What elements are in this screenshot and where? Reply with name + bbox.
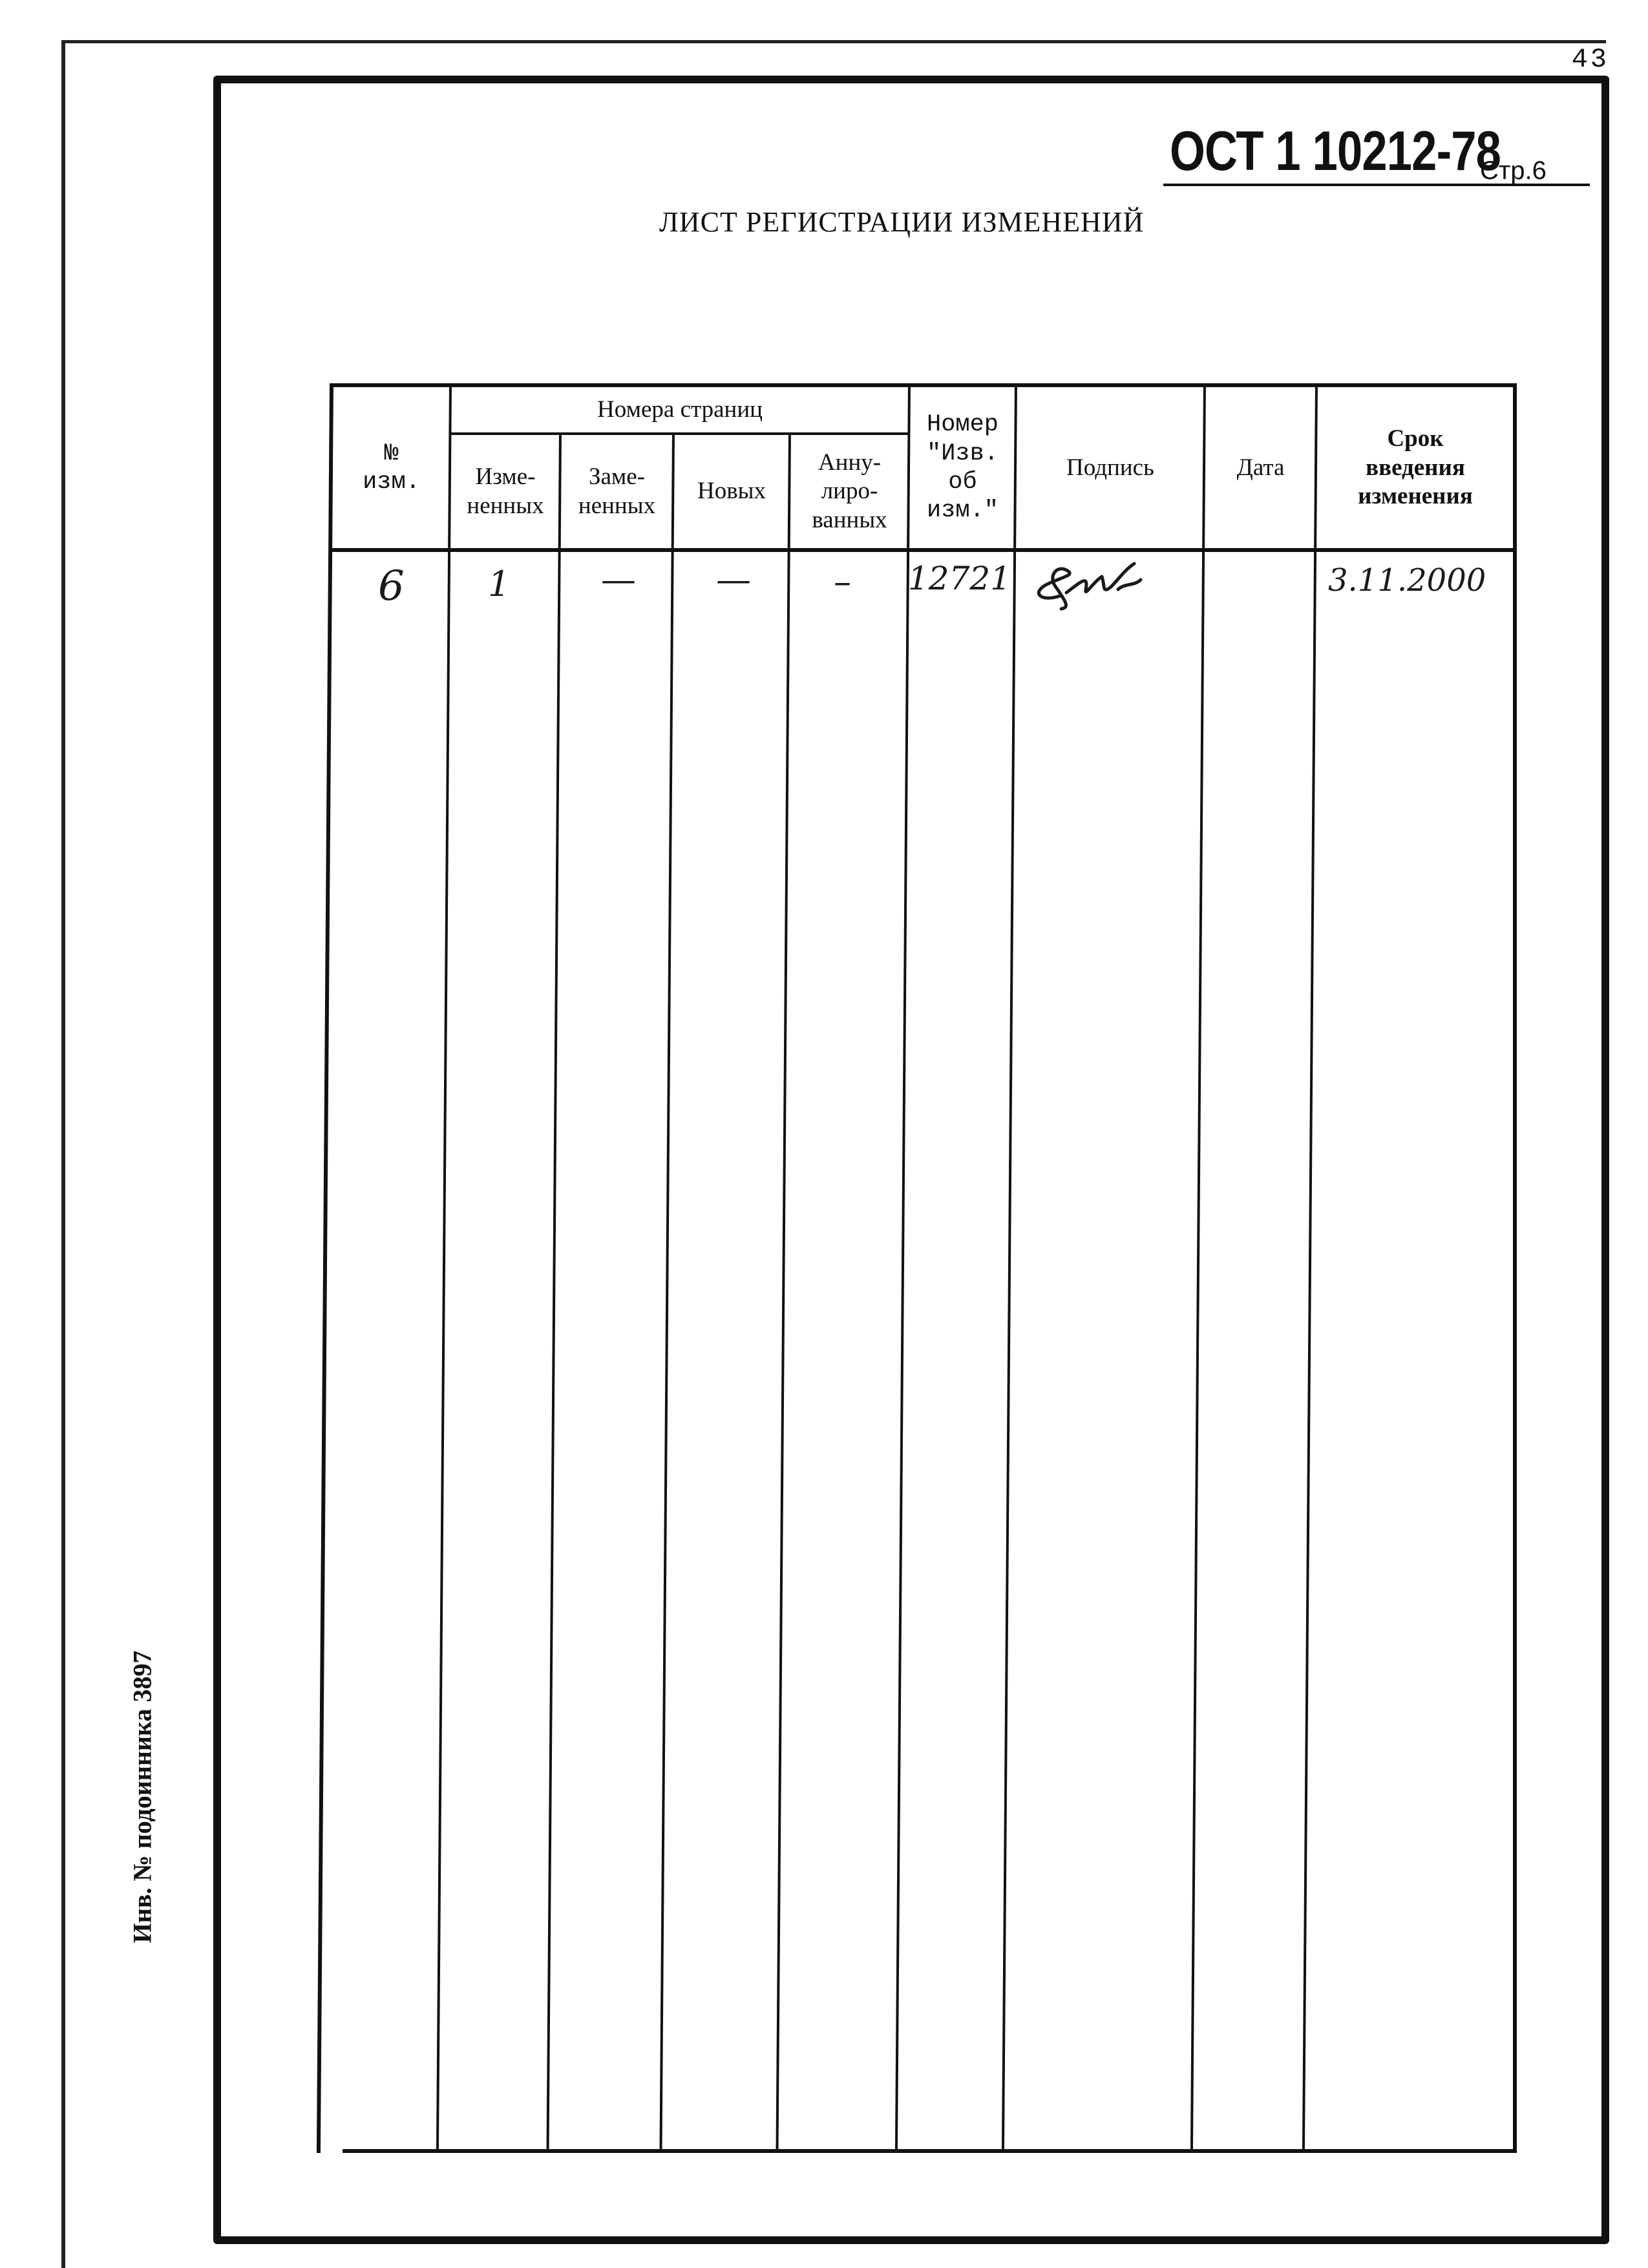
page-reference: Стр.6 (1480, 156, 1547, 185)
header-changed: Изме- ненных (467, 463, 544, 519)
header-new: Новых (697, 478, 766, 505)
header-page-numbers: Номера страниц (597, 396, 763, 423)
header-bottom-border (330, 548, 1517, 552)
col-divider-2 (546, 432, 562, 2153)
col-divider-8 (1302, 383, 1318, 2153)
handwritten-signature (1021, 557, 1176, 615)
header-deadline: Срок введения изменения (1358, 425, 1473, 510)
document-code: ОСТ 1 10212-78 (1170, 120, 1501, 182)
table-top-border (330, 383, 1517, 387)
col-divider-4 (776, 432, 791, 2153)
table-right-border (1513, 383, 1517, 2153)
cell-annulled-pages: – (834, 561, 851, 602)
header-change-number: № изм. (363, 440, 420, 496)
header-signature: Подпись (1066, 454, 1154, 481)
header-replaced: Заме- ненных (578, 463, 656, 519)
table-left-border (317, 383, 333, 2153)
col-divider-7 (1190, 383, 1206, 2153)
cell-notice-number: 12721 (908, 560, 1011, 597)
header-date: Дата (1236, 454, 1285, 481)
cell-changed-pages: 1 (488, 564, 511, 604)
table-bottom-border (343, 2149, 1517, 2153)
col-divider-5 (895, 383, 911, 2153)
cell-replaced-pages: — (601, 559, 636, 600)
header-annulled: Анну- лиро- ванных (812, 449, 887, 533)
page-number: 43 (1571, 44, 1609, 75)
col-divider-3 (659, 432, 675, 2153)
inventory-side-label: Инв. № подоинника 3897 (127, 1650, 157, 1944)
cell-deadline: 3.11.2000 (1328, 562, 1486, 599)
cell-change-number: 6 (378, 562, 405, 610)
cell-new-pages: — (716, 559, 751, 600)
col-divider-1 (436, 383, 452, 2153)
sheet-title: ЛИСТ РЕГИСТРАЦИИ ИЗМЕНЕНИЙ (659, 206, 1145, 238)
col-divider-6 (1002, 383, 1017, 2153)
header-notice-number: Номер "Изв. об изм." (926, 411, 999, 525)
